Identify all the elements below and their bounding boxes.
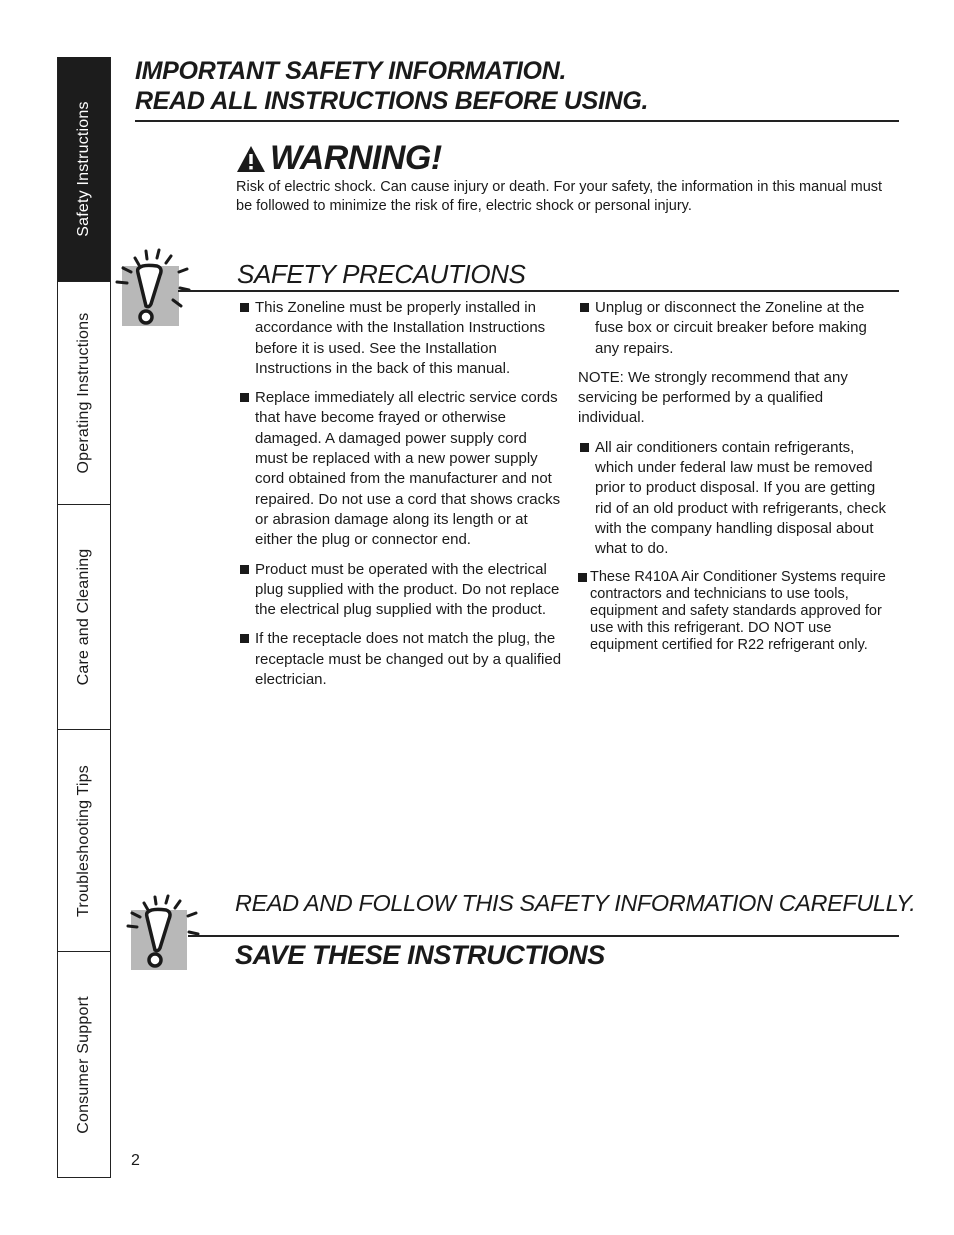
tab-care-and-cleaning[interactable] [58, 505, 110, 730]
tab-label: Care and Cleaning [75, 548, 92, 686]
tab-label: Troubleshooting Tips [75, 764, 92, 917]
right-column [578, 298, 890, 654]
left-column [238, 298, 563, 699]
tab-safety-instructions[interactable] [58, 57, 110, 282]
header-line-1: IMPORTANT SAFETY INFORMATION. [135, 57, 567, 85]
side-tab-strip [57, 57, 111, 1178]
page-header [135, 56, 899, 122]
bullet-item: Product must be operated with the electrical plug supplied with the product. Do not replace the electrical plug supplied with the product. [238, 560, 563, 621]
bullet-item: Replace immediately all electric service cords that have become frayed or otherwise damaged. A damaged power supply cord must be replaced with a new power supply cord obtained from the manufacturer and not repaired. Do not use a cord that shows cracks or abrasion damage along its length or at either the plug or connector end. [238, 388, 563, 550]
bullet-item: Unplug or disconnect the Zoneline at the fuse box or circuit breaker before making any repairs. [578, 298, 890, 359]
tab-troubleshooting-tips[interactable] [58, 730, 110, 952]
section-divider [178, 290, 899, 292]
warning-heading [236, 138, 896, 178]
tab-consumer-support[interactable] [58, 952, 110, 1177]
bullet-item: If the receptacle does not match the plug, the receptacle must be changed out by a qualified electrician. [238, 629, 563, 690]
footer-divider [188, 935, 899, 937]
warning-block [236, 138, 896, 216]
tab-label: Operating Instructions [75, 312, 92, 474]
tab-label: Consumer Support [75, 995, 92, 1134]
save-instructions-title: SAVE THESE INSTRUCTIONS [235, 940, 605, 970]
bullet-item: This Zoneline must be properly installed in accordance with the Installation Instructions before it is used. See the Installation Instructions in the back of this manual. [238, 298, 563, 379]
page-number: 2 [131, 1152, 140, 1169]
bullet-item: All air conditioners contain refrigerants, which under federal law must be removed prior to product disposal. If you are getting rid of an old product with refrigerants, check with the company handling disposal about what to do. [578, 438, 890, 560]
tab-label: Safety Instructions [75, 101, 92, 237]
header-line-2: READ ALL INSTRUCTIONS BEFORE USING. [135, 87, 649, 115]
warning-text: Risk of electric shock. Can cause injury or death. For your safety, the information in this manual must be followed to minimize the risk of fire, electric shock or personal injury. [236, 179, 883, 214]
read-follow-notice: READ AND FOLLOW THIS SAFETY INFORMATION CAREFULLY. [235, 890, 916, 916]
bullet-item-r410a: These R410A Air Conditioner Systems require contractors and technicians to use tools, equipment and safety standards approved for use with this refrigerant. DO NOT use equipment certified for R22 refrigerant only. [578, 569, 890, 654]
note-text: NOTE: We strongly recommend that any servicing be performed by a qualified individual. [578, 368, 848, 427]
section-title-safety-precautions: SAFETY PRECAUTIONS [237, 259, 526, 289]
warning-title: WARNING! [270, 139, 442, 177]
warning-triangle-icon [236, 145, 266, 173]
tab-operating-instructions[interactable] [58, 282, 110, 505]
